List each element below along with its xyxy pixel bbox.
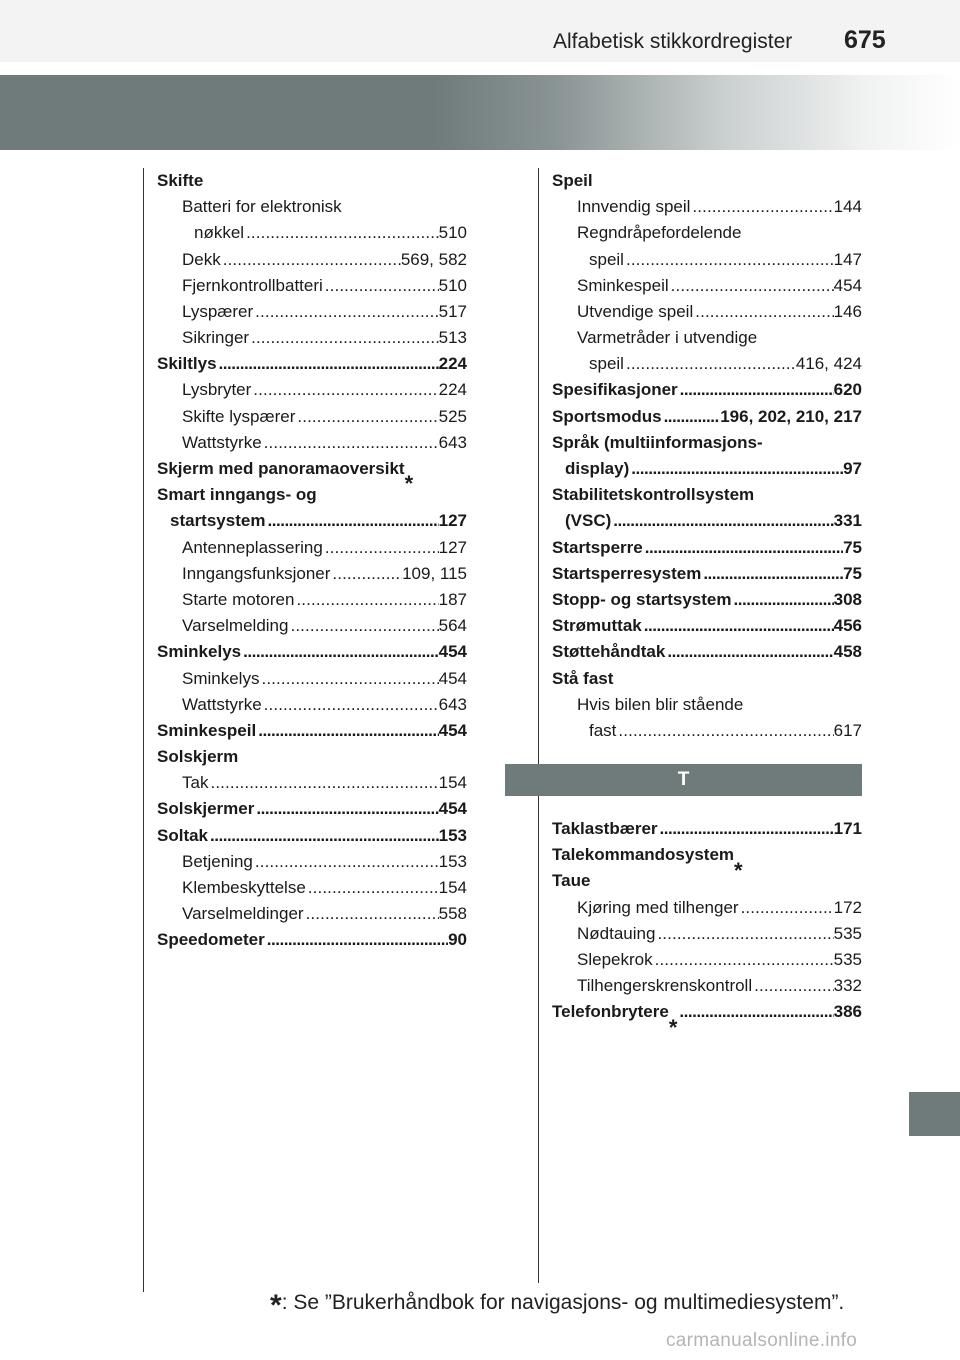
index-entry-label: Sportsmodus bbox=[552, 406, 662, 426]
index-entry-page: 456 bbox=[833, 616, 862, 636]
index-entry-page: 454 bbox=[438, 642, 467, 662]
leader-dots bbox=[323, 535, 439, 561]
watermark: carmanualsonline.info bbox=[666, 1330, 858, 1351]
index-entry bbox=[552, 869, 862, 895]
index-entry bbox=[552, 973, 862, 999]
index-entry-label: Slepekrok bbox=[577, 950, 653, 970]
index-entry-label: Telefonbrytere bbox=[552, 1002, 669, 1022]
index-entry-label: Inngangsfunksjoner bbox=[182, 563, 331, 583]
index-entry bbox=[552, 639, 862, 665]
index-entry bbox=[552, 613, 862, 639]
index-entry-page: 332 bbox=[833, 976, 862, 996]
index-entry-label: Tilhengerskrenskontroll bbox=[577, 976, 753, 996]
index-entry-label: Lyspærer bbox=[182, 301, 254, 321]
index-entry bbox=[552, 816, 862, 842]
leader-dots bbox=[655, 921, 833, 947]
index-entry-label: Sminkelys bbox=[157, 642, 242, 662]
index-entry bbox=[552, 535, 862, 561]
index-entry-page: 75 bbox=[843, 563, 862, 583]
index-entry bbox=[552, 718, 862, 744]
index-entry-label: Taklastbærer bbox=[552, 819, 658, 839]
index-entry bbox=[552, 456, 862, 482]
index-entry-label: Sikringer bbox=[182, 328, 250, 348]
index-entry bbox=[157, 849, 467, 875]
index-entry-page: 513 bbox=[438, 328, 467, 348]
index-entry-label: Skifte lyspærer bbox=[182, 406, 296, 426]
index-entry bbox=[552, 947, 862, 973]
index-entry-label: Stå fast bbox=[552, 668, 614, 688]
leader-dots bbox=[306, 875, 439, 901]
leader-dots bbox=[262, 692, 439, 718]
leader-dots bbox=[690, 194, 833, 220]
index-entry bbox=[157, 325, 467, 351]
index-entry-page: 620 bbox=[833, 380, 862, 400]
column-divider-left bbox=[143, 168, 144, 1292]
index-entry-label: Wattstyrke bbox=[182, 432, 262, 452]
index-entry bbox=[157, 299, 467, 325]
index-entry bbox=[157, 770, 467, 796]
leader-dots bbox=[739, 895, 834, 921]
index-entry-label: speil bbox=[589, 354, 624, 374]
index-entry-label: startsystem bbox=[170, 511, 266, 531]
index-entry-label: speil bbox=[589, 249, 624, 269]
footnote-star: * bbox=[270, 1289, 282, 1322]
leader-dots bbox=[295, 404, 438, 430]
index-entry-label: Strømuttak bbox=[552, 616, 642, 636]
index-entry-page: 643 bbox=[438, 694, 467, 714]
index-entry-page: 535 bbox=[833, 950, 862, 970]
leader-dots bbox=[752, 973, 834, 999]
leader-dots bbox=[265, 508, 438, 534]
index-entry bbox=[157, 901, 467, 927]
index-entry-label: Stabilitetskontrollsystem bbox=[552, 485, 755, 505]
index-entry bbox=[157, 692, 467, 718]
index-entry-page: 97 bbox=[843, 459, 862, 479]
index-entry-page: 416, 424 bbox=[795, 354, 862, 374]
index-entry bbox=[157, 823, 467, 849]
index-entry-label: Regndråpefordelende bbox=[577, 223, 742, 243]
index-entry bbox=[552, 430, 862, 456]
leader-dots bbox=[259, 666, 438, 692]
leader-dots bbox=[643, 535, 843, 561]
index-entry bbox=[157, 404, 467, 430]
index-entry-page: 454 bbox=[438, 668, 467, 688]
index-entry-page: 171 bbox=[833, 819, 862, 839]
index-entry-label: Startsperre bbox=[552, 537, 643, 557]
index-entry bbox=[157, 508, 467, 534]
index-entry-page: 454 bbox=[438, 720, 467, 740]
leader-dots bbox=[265, 927, 448, 953]
index-entry-page: 144 bbox=[833, 197, 862, 217]
index-entry bbox=[157, 666, 467, 692]
index-entry-page: 510 bbox=[438, 223, 467, 243]
index-entry-label: (VSC) bbox=[565, 511, 612, 531]
index-entry-page: 109, 115 bbox=[402, 563, 467, 583]
index-entry bbox=[552, 247, 862, 273]
leader-dots bbox=[658, 816, 834, 842]
index-entry bbox=[552, 921, 862, 947]
index-entry bbox=[552, 351, 862, 377]
index-column-right bbox=[552, 168, 862, 1040]
index-entry-label: Språk (multiinformasjons- bbox=[552, 432, 763, 452]
index-entry bbox=[552, 168, 862, 194]
index-entry-label: Støttehåndtak bbox=[552, 642, 666, 662]
leader-dots bbox=[249, 325, 439, 351]
index-entry-label: Tak bbox=[182, 773, 209, 793]
leader-dots bbox=[256, 718, 438, 744]
index-entry-label: Startsperresystem bbox=[552, 563, 702, 583]
index-entry bbox=[157, 535, 467, 561]
index-entry-label: Talekommandosystem bbox=[552, 845, 735, 865]
index-entry bbox=[552, 404, 862, 430]
leader-dots bbox=[642, 613, 834, 639]
leader-dots bbox=[208, 770, 438, 796]
index-entry-label: Varselmelding bbox=[182, 616, 289, 636]
index-entry-label: display) bbox=[565, 459, 630, 479]
leader-dots bbox=[253, 849, 439, 875]
index-entry-page: 454 bbox=[438, 799, 467, 819]
index-entry-page: 187 bbox=[438, 589, 467, 609]
index-entry-label: Taue bbox=[552, 871, 591, 891]
index-entry-page: 127 bbox=[438, 511, 467, 531]
leader-dots bbox=[616, 718, 833, 744]
index-entry bbox=[157, 613, 467, 639]
leader-dots bbox=[241, 639, 439, 665]
index-entry bbox=[157, 220, 467, 246]
index-entry-label: Skiltlys bbox=[157, 354, 217, 374]
leader-dots bbox=[665, 639, 833, 665]
index-entry bbox=[157, 482, 467, 508]
column-divider-middle bbox=[538, 168, 539, 1283]
index-entry-page: 172 bbox=[833, 897, 862, 917]
leader-dots bbox=[662, 404, 721, 430]
index-entry-label: Skjerm med panoramaoversikt bbox=[157, 459, 405, 479]
leader-dots bbox=[208, 823, 439, 849]
index-entry bbox=[157, 927, 467, 953]
index-entry bbox=[552, 587, 862, 613]
index-entry-page: 535 bbox=[833, 923, 862, 943]
index-entry-label: Batteri for elektronisk bbox=[182, 197, 342, 217]
leader-dots bbox=[304, 901, 439, 927]
index-entry bbox=[157, 273, 467, 299]
section-banner bbox=[0, 75, 960, 150]
index-entry-label: Soltak bbox=[157, 825, 209, 845]
index-entry-page: 458 bbox=[833, 642, 862, 662]
index-entry-page: 386 bbox=[833, 1002, 862, 1022]
index-entry-page: 224 bbox=[438, 380, 467, 400]
index-entry-label: Skifte bbox=[157, 170, 204, 190]
thumb-index-tab bbox=[909, 1092, 960, 1136]
footnote-text: : Se ”Brukerhåndbok for navigasjons- og multimediesystem”. bbox=[281, 1291, 845, 1314]
index-entry bbox=[157, 378, 467, 404]
index-entry bbox=[552, 508, 862, 534]
index-entry-page: 75 bbox=[843, 537, 862, 557]
index-entry-label: Sminkelys bbox=[182, 668, 260, 688]
index-entry bbox=[157, 875, 467, 901]
index-entry-label: Lysbryter bbox=[182, 380, 252, 400]
leader-dots bbox=[294, 587, 438, 613]
footnote bbox=[270, 1283, 845, 1322]
leader-dots bbox=[262, 430, 439, 456]
index-entry bbox=[157, 561, 467, 587]
index-entry bbox=[157, 194, 467, 220]
index-entry bbox=[157, 168, 467, 194]
index-entry bbox=[157, 639, 467, 665]
index-entry-page: 127 bbox=[438, 537, 467, 557]
index-entry-page: 90 bbox=[448, 930, 467, 950]
leader-dots bbox=[288, 613, 438, 639]
leader-dots bbox=[624, 351, 796, 377]
index-entry-label: Sminkespeil bbox=[157, 720, 257, 740]
leader-dots bbox=[323, 273, 439, 299]
index-entry: Telefonbrytere * . . . 386 bbox=[552, 999, 862, 1025]
index-entry-page: 643 bbox=[438, 432, 467, 452]
leader-dots bbox=[653, 947, 834, 973]
index-entry bbox=[157, 430, 467, 456]
index-entry bbox=[552, 666, 862, 692]
index-column-left bbox=[157, 168, 467, 954]
index-entry bbox=[552, 299, 862, 325]
index-entry-label: Varselmeldinger bbox=[182, 904, 304, 924]
index-entry-page: 558 bbox=[438, 904, 467, 924]
index-entry-page: 146 bbox=[833, 301, 862, 321]
index-entry-label: Spesifikasjoner bbox=[552, 380, 678, 400]
index-entry-label: Speil bbox=[552, 170, 593, 190]
index-entry: Talekommandosystem * bbox=[552, 842, 862, 868]
index-entry-label: Betjening bbox=[182, 851, 253, 871]
index-entry-page: 196, 202, 210, 217 bbox=[720, 406, 862, 426]
index-entry-label: Innvendig speil bbox=[577, 197, 691, 217]
index-entry-page: 308 bbox=[833, 589, 862, 609]
index-entry bbox=[157, 718, 467, 744]
index-entry bbox=[552, 895, 862, 921]
index-entry-page: 224 bbox=[438, 354, 467, 374]
index-entry-label: nøkkel bbox=[194, 223, 245, 243]
index-entry bbox=[157, 797, 467, 823]
leader-dots bbox=[251, 377, 438, 403]
index-entry-page: 154 bbox=[438, 878, 467, 898]
index-entry-label: Sminkespeil bbox=[577, 275, 669, 295]
index-entry bbox=[552, 561, 862, 587]
leader-dots bbox=[244, 220, 439, 246]
index-entry-label: Antenneplassering bbox=[182, 537, 323, 557]
index-entry-page: 510 bbox=[438, 275, 467, 295]
leader-dots bbox=[253, 299, 438, 325]
index-entry bbox=[552, 273, 862, 299]
page-number: 675 bbox=[844, 26, 886, 54]
index-entry-label: Solskjermer bbox=[157, 799, 255, 819]
header-bar bbox=[0, 0, 960, 62]
index-entry-label: Smart inngangs- og bbox=[157, 485, 317, 505]
index-entry-label: Nødtauing bbox=[577, 923, 656, 943]
index-entry-label: Starte motoren bbox=[182, 589, 295, 609]
leader-dots bbox=[678, 377, 834, 403]
index-entry-page: 517 bbox=[438, 301, 467, 321]
index-entry-page: 153 bbox=[438, 851, 467, 871]
leader-dots bbox=[677, 999, 833, 1025]
index-entry-label: Speedometer bbox=[157, 930, 265, 950]
index-entry bbox=[157, 351, 467, 377]
index-entry: Skjerm med panoramaoversikt * bbox=[157, 456, 467, 482]
index-entry-page: 525 bbox=[438, 406, 467, 426]
index-entry-label: Wattstyrke bbox=[182, 694, 262, 714]
index-entry-label: Kjøring med tilhenger bbox=[577, 897, 739, 917]
index-entry-page: 617 bbox=[833, 720, 862, 740]
index-entry-label: Varmetråder i utvendige bbox=[577, 328, 758, 348]
index-entry-page: 147 bbox=[833, 249, 862, 269]
index-entry-label: Klembeskyttelse bbox=[182, 878, 306, 898]
leader-dots bbox=[611, 508, 833, 534]
index-entry-label: fast bbox=[589, 720, 617, 740]
index-entry-label: Fjernkontrollbatteri bbox=[182, 275, 323, 295]
index-entry-page: 153 bbox=[438, 825, 467, 845]
leader-dots bbox=[629, 456, 843, 482]
index-entry bbox=[552, 220, 862, 246]
index-entry bbox=[552, 325, 862, 351]
section-header-t: T bbox=[505, 764, 862, 796]
index-entry-label: Stopp- og startsystem bbox=[552, 589, 732, 609]
leader-dots bbox=[669, 273, 834, 299]
leader-dots bbox=[221, 247, 401, 273]
index-entry bbox=[552, 378, 862, 404]
index-entry bbox=[552, 692, 862, 718]
index-entry bbox=[157, 744, 467, 770]
index-entry-label: Solskjerm bbox=[157, 747, 239, 767]
index-entry-page: 331 bbox=[833, 511, 862, 531]
leader-dots bbox=[330, 561, 402, 587]
leader-dots bbox=[731, 587, 833, 613]
header-title: Alfabetisk stikkordregister bbox=[553, 30, 793, 53]
index-entry-page: 154 bbox=[438, 773, 467, 793]
index-entry-label: Utvendige speil bbox=[577, 301, 694, 321]
index-entry-page: 564 bbox=[438, 616, 467, 636]
index-entry-label: Dekk bbox=[182, 249, 221, 269]
leader-dots bbox=[217, 351, 439, 377]
index-entry bbox=[157, 247, 467, 273]
index-entry bbox=[552, 194, 862, 220]
index-entry bbox=[157, 587, 467, 613]
index-entry-label: Hvis bilen blir stående bbox=[577, 694, 744, 714]
index-entry-page: 569, 582 bbox=[400, 249, 467, 269]
leader-dots bbox=[624, 247, 834, 273]
leader-dots bbox=[254, 796, 438, 822]
index-entry bbox=[552, 482, 862, 508]
leader-dots bbox=[693, 299, 833, 325]
leader-dots bbox=[701, 561, 843, 587]
index-entry-page: 454 bbox=[833, 275, 862, 295]
